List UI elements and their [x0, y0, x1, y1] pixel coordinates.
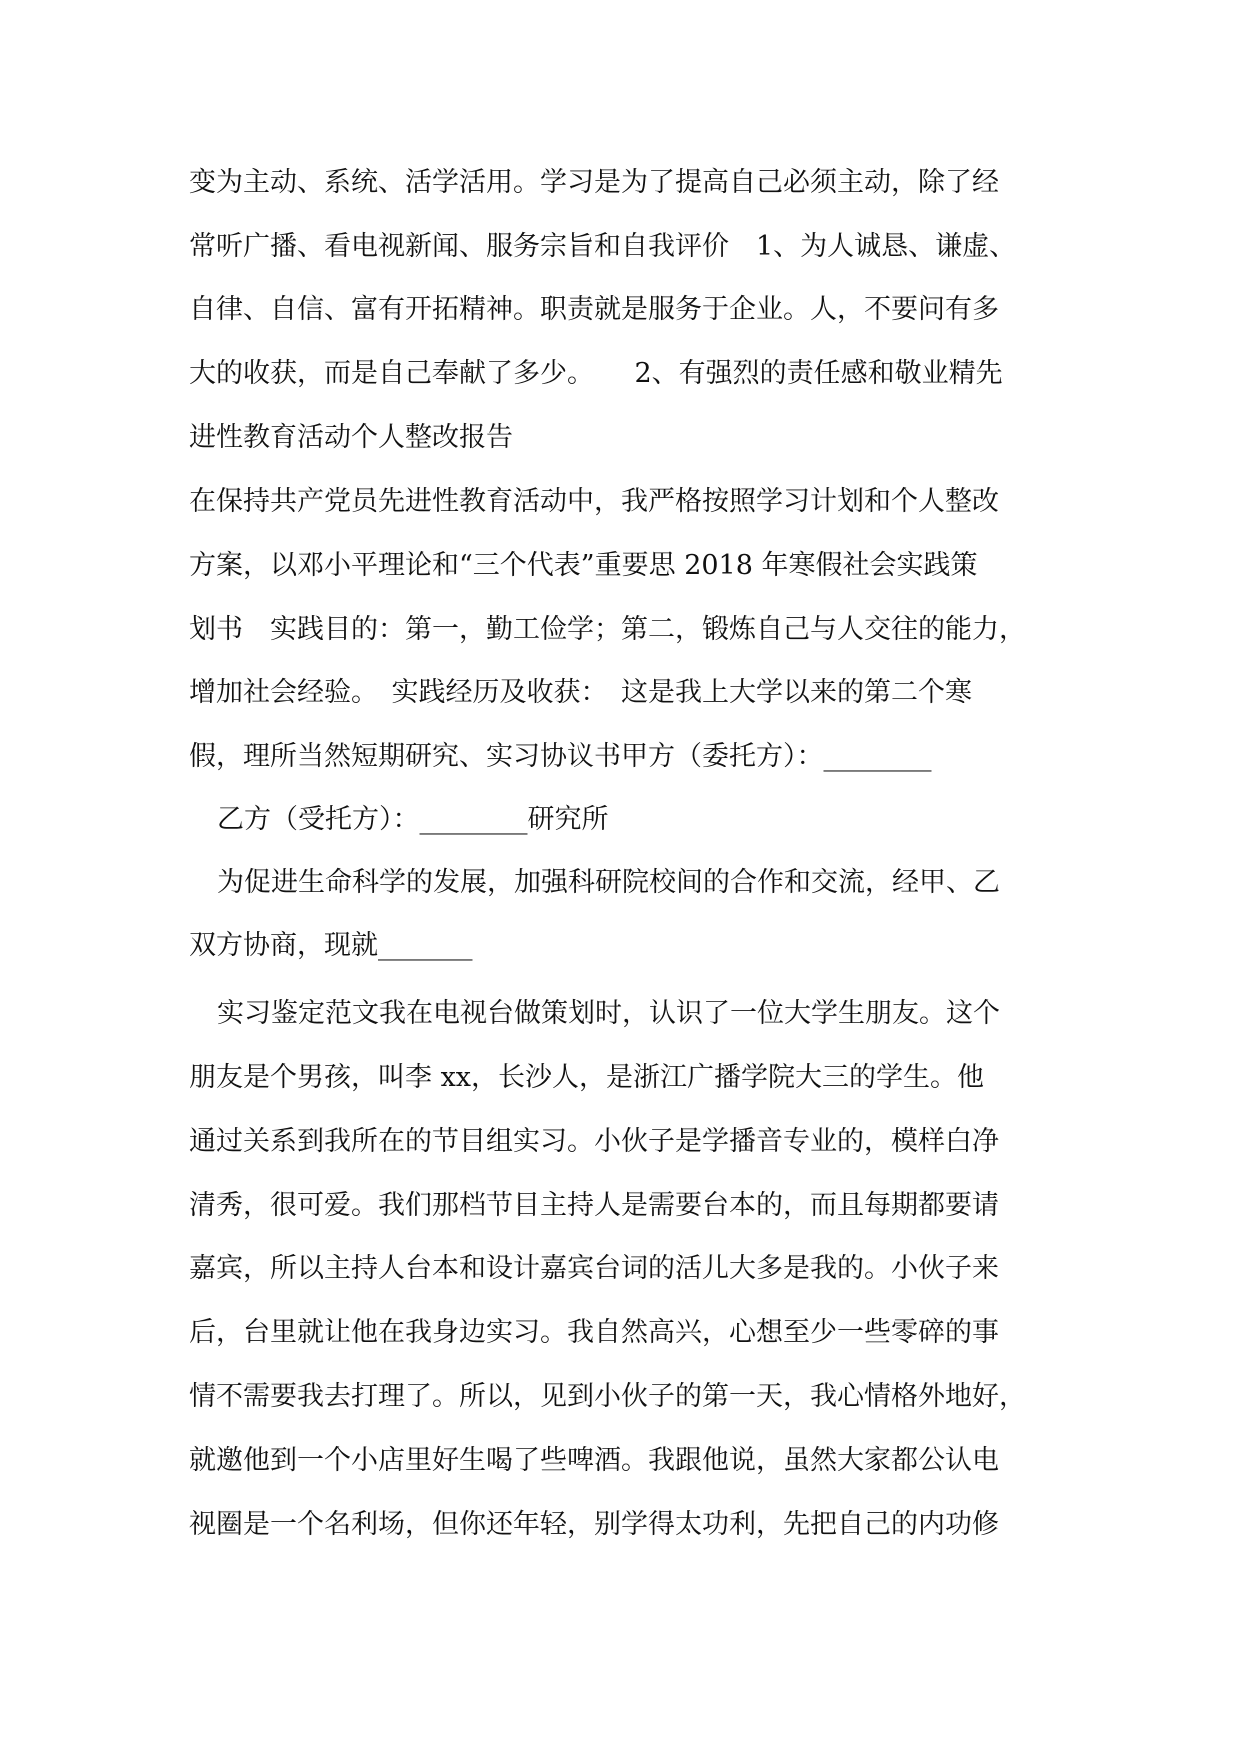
text-line: 乙方（受托方）：________研究所: [217, 804, 609, 835]
text-line: 假，理所当然短期研究、实习协议书甲方（委托方）：________: [189, 741, 932, 772]
text-line: 为促进生命科学的发展，加强科研院校间的合作和交流，经甲、乙: [217, 867, 1000, 898]
text-line: 划书 实践目的：第一，勤工俭学；第二，锻炼自己与人交往的能力，: [189, 614, 1026, 645]
text-line: 自律、自信、富有开拓精神。职责就是服务于企业。人，不要问有多: [189, 294, 999, 325]
text-line: 就邀他到一个小店里好生喝了些啤酒。我跟他说，虽然大家都公认电: [189, 1445, 999, 1476]
section-title: 进性教育活动个人整改报告: [189, 422, 513, 453]
text-line: 视圈是一个名利场，但你还年轻，别学得太功利，先把自己的内功修: [189, 1509, 999, 1540]
text-line: 实习鉴定范文我在电视台做策划时，认识了一位大学生朋友。这个: [217, 998, 1000, 1029]
text-line: 嘉宾，所以主持人台本和设计嘉宾台词的活儿大多是我的。小伙子来: [189, 1253, 999, 1284]
text-line: 方案，以邓小平理论和“三个代表”重要思 2018 年寒假社会实践策: [189, 550, 978, 581]
text-line: 增加社会经验。 实践经历及收获： 这是我上大学以来的第二个寒: [189, 677, 972, 708]
text-line: 后，台里就让他在我身边实习。我自然高兴，心想至少一些零碎的事: [189, 1317, 999, 1348]
text-line: 清秀，很可爱。我们那档节目主持人是需要台本的，而且每期都要请: [189, 1190, 999, 1221]
text-line: 常听广播、看电视新闻、服务宗旨和自我评价 1、为人诚恳、谦虚、: [189, 231, 1017, 262]
text-line: 朋友是个男孩，叫李 xx，长沙人，是浙江广播学院大三的学生。他: [189, 1062, 985, 1093]
text-line: 大的收获，而是自己奉献了多少。 2、有强烈的责任感和敬业精先: [189, 358, 1003, 389]
text-line: 情不需要我去打理了。所以，见到小伙子的第一天，我心情格外地好，: [189, 1381, 1026, 1412]
text-line: 双方协商，现就_______: [189, 930, 473, 961]
text-line: 在保持共产党员先进性教育活动中，我严格按照学习计划和个人整改: [189, 486, 999, 517]
text-line: 通过关系到我所在的节目组实习。小伙子是学播音专业的，模样白净: [189, 1126, 999, 1157]
text-line: 变为主动、系统、活学活用。学习是为了提高自己必须主动，除了经: [189, 167, 999, 198]
